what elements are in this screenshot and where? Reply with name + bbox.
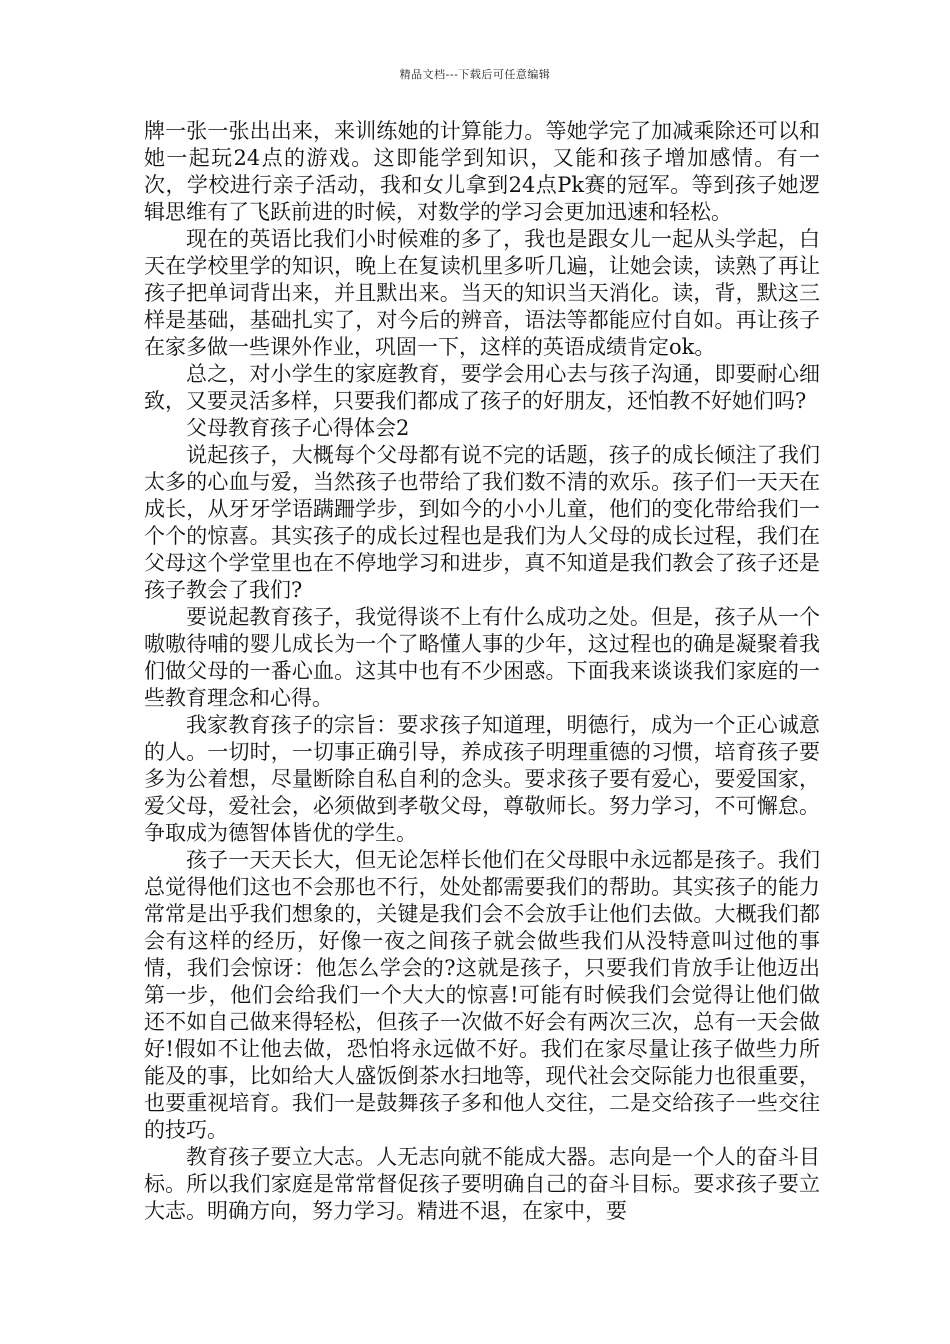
paragraph-1: 牌一张一张出出来，来训练她的计算能力。等她学完了加减乘除还可以和她一起玩24点的游戏。这即能学到知识，又能和孩子增加感情。有一次，学校进行亲子活动，我和女儿拿到24点Pk赛的冠军。等到孩子她逻辑思维有了飞跃前进的时候，对数学的学习会更加迅速和轻松。 — [144, 119, 820, 224]
paragraph-6: 我家教育孩子的宗旨：要求孩子知道理，明德行，成为一个正心诚意的人。一切时，一切事正确引导，养成孩子明理重德的习惯，培育孩子要多为公着想，尽量断除自私自利的念头。要求孩子要有爱心，要爱国家，爱父母，爱社会，必须做到孝敬父母，尊敬师长。努力学习，不可懈怠。争取成为德智体皆优的学生。 — [144, 713, 820, 845]
paragraph-8: 教育孩子要立大志。人无志向就不能成大器。志向是一个人的奋斗目标。所以我们家庭是常常督促孩子要明确自己的奋斗目标。要求孩子要立大志。明确方向，努力学习。精进不退，在家中，要 — [144, 1145, 820, 1223]
paragraph-4: 说起孩子，大概每个父母都有说不完的话题，孩子的成长倾注了我们太多的心血与爱，当然孩子也带给了我们数不清的欢乐。孩子们一天天在成长，从牙牙学语蹒跚学步，到如今的小小儿童，他们的变化带给我们一个个的惊喜。其实孩子的成长过程也是我们为人父母的成长过程，我们在父母这个学堂里也在不停地学习和进步，真不知道是我们教会了孩子还是孩子教会了我们? — [144, 443, 820, 602]
paragraph-2: 现在的英语比我们小时候难的多了，我也是跟女儿一起从头学起，白天在学校里学的知识，晚上在复读机里多听几遍，让她会读，读熟了再让孩子把单词背出来，并且默出来。当天的知识当天消化。读，背，默这三样是基础，基础扎实了，对今后的辨音，语法等都能应付自如。再让孩子在家多做一些课外作业，巩固一下，这样的英语成绩肯定ok。 — [144, 227, 820, 359]
page-header: 精品文档---下载后可任意编辑 — [399, 68, 551, 81]
document-body — [144, 118, 820, 1225]
paragraph-7: 孩子一天天长大，但无论怎样长他们在父母眼中永远都是孩子。我们总觉得他们这也不会那也不行，处处都需要我们的帮助。其实孩子的能力常常是出乎我们想象的，关键是我们会不会放手让他们去做。大概我们都会有这样的经历，好像一夜之间孩子就会做些我们从没特意叫过他的事情，我们会惊讶：他怎么学会的?这就是孩子，只要我们肯放手让他迈出第一步，他们会给我们一个大大的惊喜!可能有时候我们会觉得让他们做还不如自己做来得轻松，但孩子一次做不好会有两次三次，总有一天会做好!假如不让他去做，恐怕将永远做不好。我们在家尽量让孩子做些力所能及的事，比如给大人盛饭倒茶水扫地等，现代社会交际能力也很重要，也要重视培育。我们一是鼓舞孩子多和他人交往，二是交给孩子一些交往的技巧。 — [144, 848, 820, 1142]
section-heading: 父母教育孩子心得体会2 — [186, 416, 410, 440]
paragraph-3: 总之，对小学生的家庭教育，要学会用心去与孩子沟通，即要耐心细致，又要灵活多样，只要我们都成了孩子的好朋友，还怕教不好她们吗? — [144, 362, 820, 413]
paragraph-5: 要说起教育孩子，我觉得谈不上有什么成功之处。但是，孩子从一个嗷嗷待哺的婴儿成长为一个了略懂人事的少年，这过程也的确是凝聚着我们做父母的一番心血。这其中也有不少困惑。下面我来谈谈我们家庭的一些教育理念和心得。 — [144, 605, 820, 710]
